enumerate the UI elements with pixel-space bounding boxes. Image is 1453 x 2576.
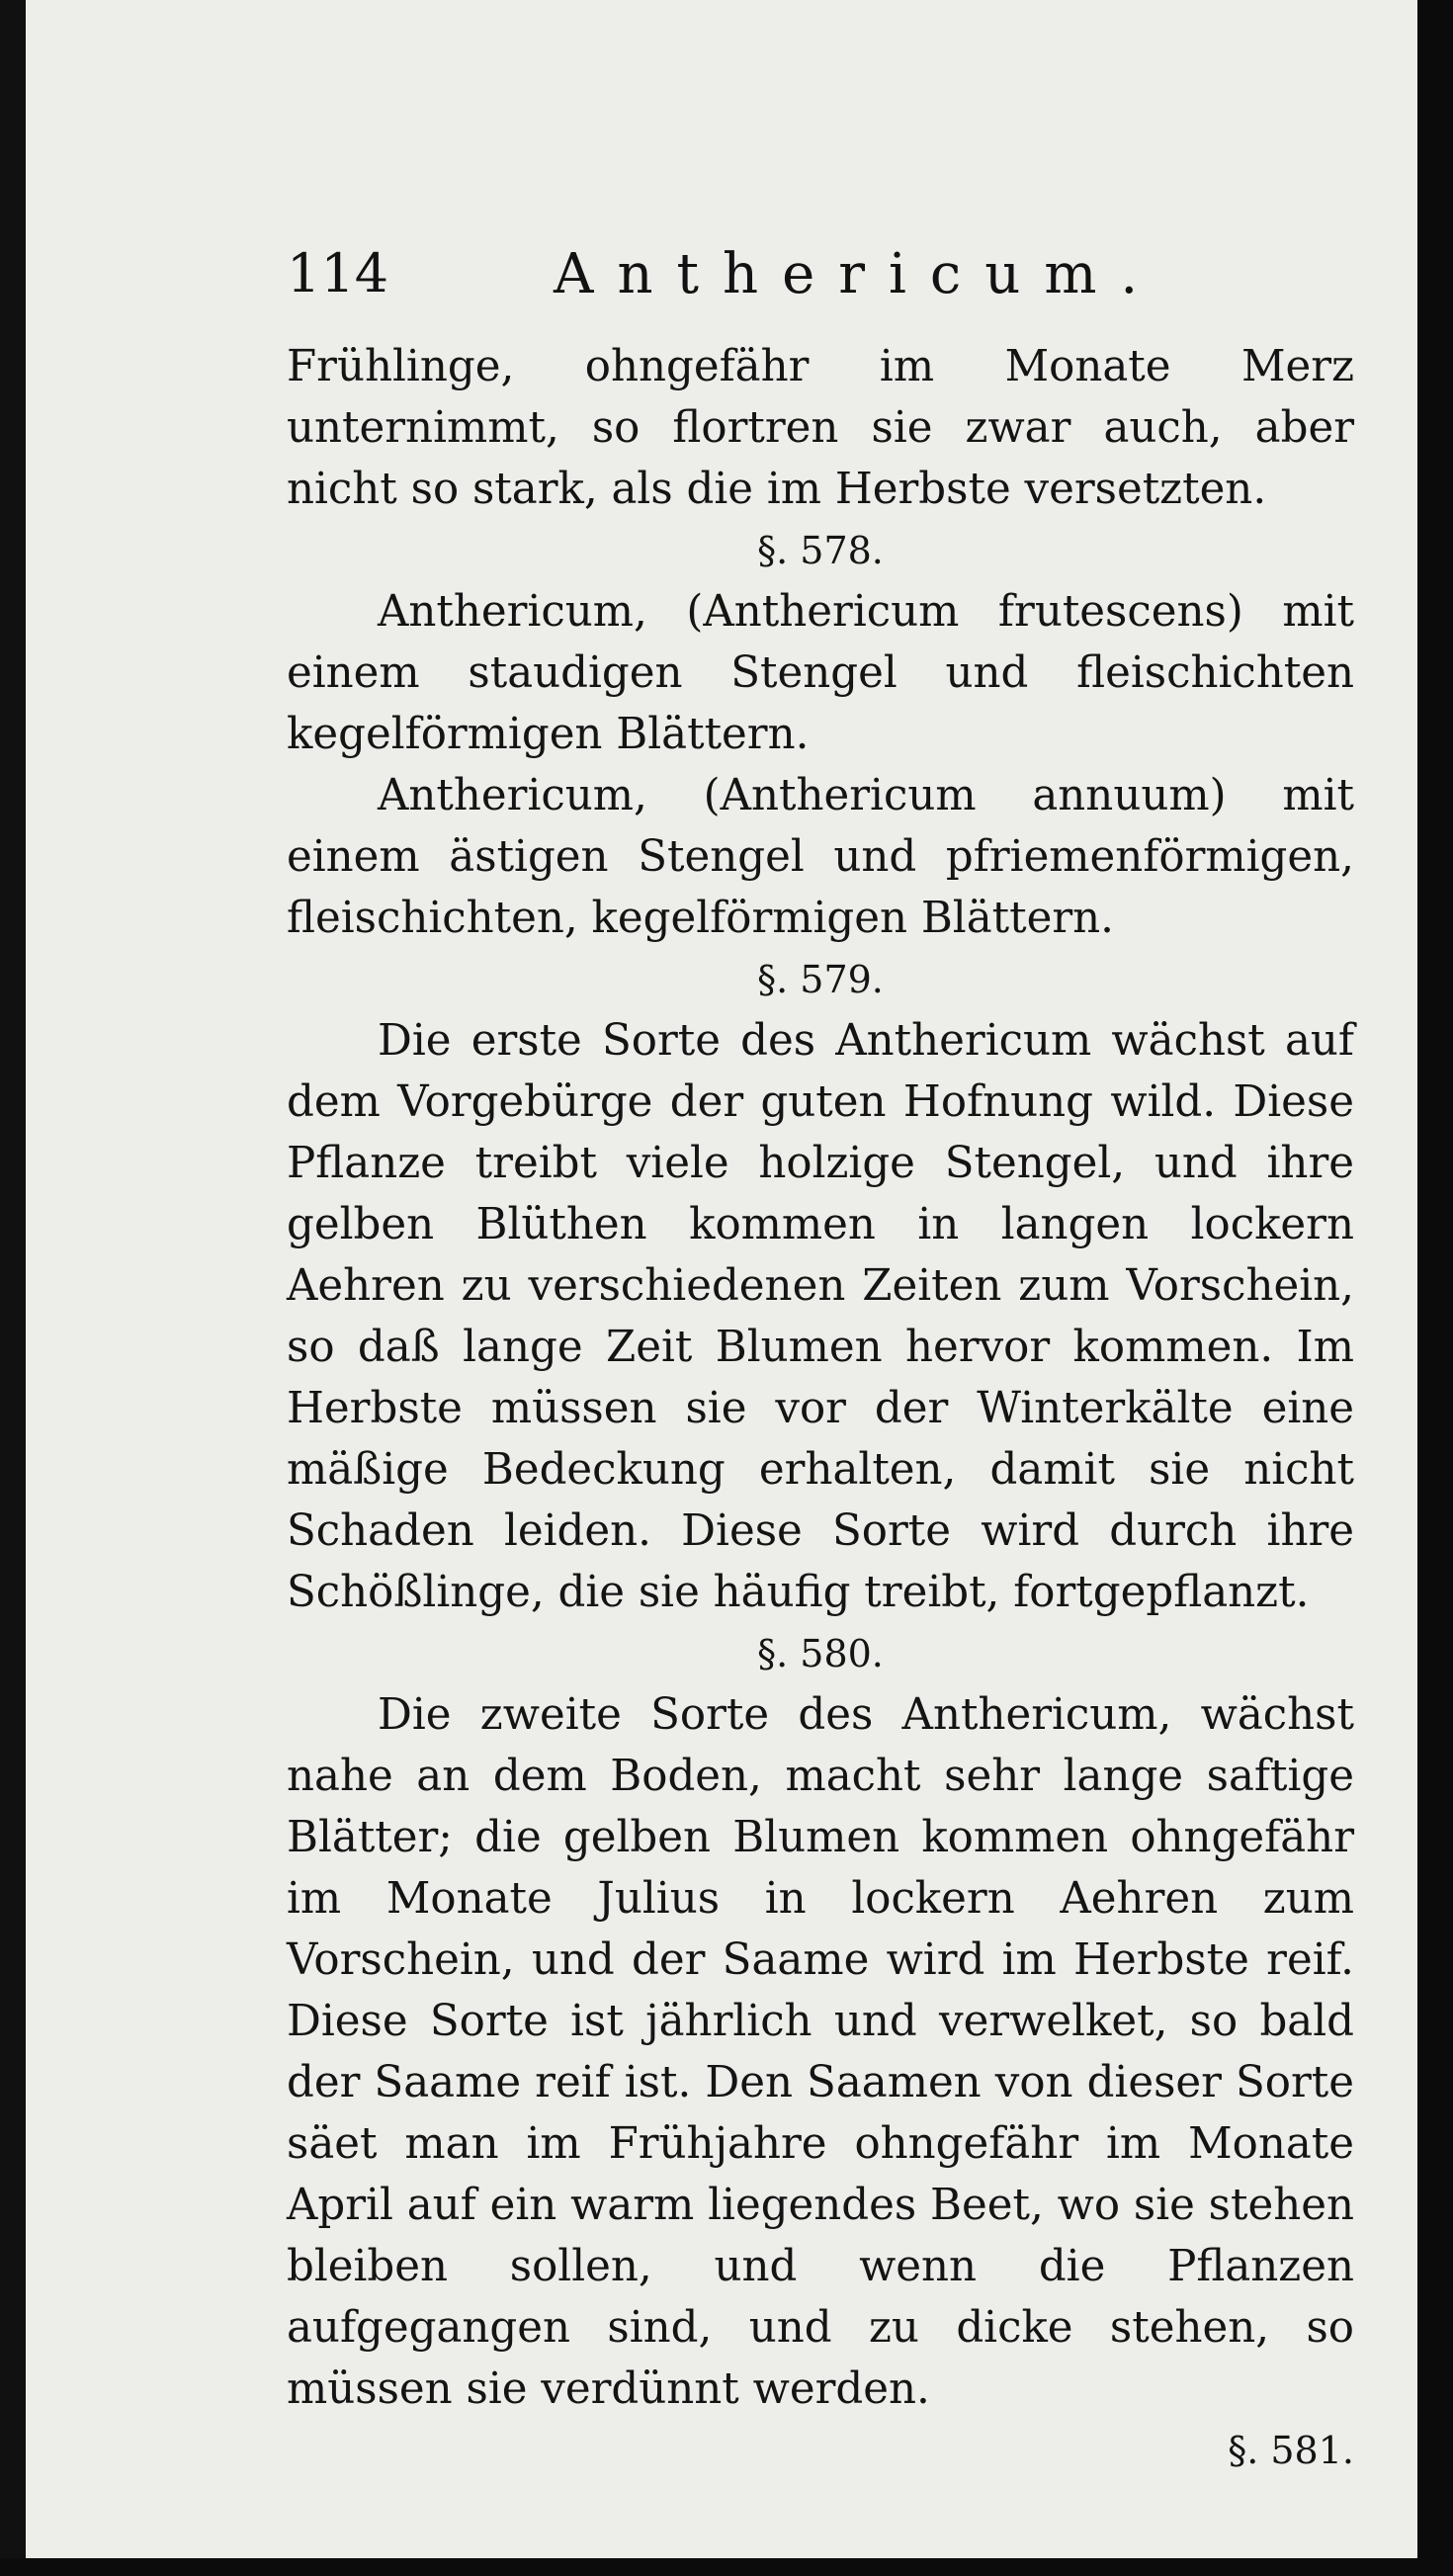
page-number: 114 <box>287 242 389 304</box>
running-title: Anthericum. <box>554 242 1162 306</box>
page-header <box>287 242 1354 321</box>
body-text <box>287 336 1354 2481</box>
paragraph: Anthericum, (Anthericum frutescens) mit einem staudigen Stengel und fleischichten kegelförmigen Blättern. <box>287 587 1354 759</box>
section-heading: §. 579. <box>757 958 884 1001</box>
section-heading: §. 580. <box>757 1632 884 1675</box>
paragraph: Anthericum, (Anthericum annuum) mit einem ästigen Stengel und pfriemenförmigen, fleischichten, kegelförmigen Blättern. <box>287 771 1354 943</box>
scan-edge-right <box>1417 0 1453 2576</box>
paragraph: Die zweite Sorte des Anthericum, wächst nahe an dem Boden, macht sehr lange saftige Blätter; die gelben Blumen kommen ohngefähr im Monate Julius in lockern Aehren zum Vorschein, und der Saame wird im Herbste reif. Diese Sorte ist jährlich und verwelket, so bald der Saame reif ist. Den Saamen von dieser Sorte säet man im Frühjahre ohngefähr im Monate April auf ein warm liegendes Beet, wo sie stehen bleiben sollen, und wenn die Pflanzen aufgegangen sind, und zu dicke stehen, so müssen sie verdünnt werden. <box>287 1690 1355 2414</box>
paragraph: Die erste Sorte des Anthericum wächst auf dem Vorgebürge der guten Hofnung wild. Diese Pflanze treibt viele holzige Stengel, und ihre gelben Blüthen kommen in langen lockern Aehren zu verschiedenen Zeiten zum Vorschein, so daß lange Zeit Blumen hervor kommen. Im Herbste müssen sie vor der Winterkälte eine mäßige Bedeckung erhalten, damit sie nicht Schaden leiden. Diese Sorte wird durch ihre Schößlinge, die sie häufig treibt, fortgepflanzt. <box>287 1016 1354 1617</box>
paragraph-continuation: Frühlinge, ohngefähr im Monate Merz unternimmt, so flortren sie zwar auch, aber nicht so stark, als die im Herbste versetzten. <box>287 342 1354 514</box>
catchword: §. 581. <box>1228 2429 1354 2472</box>
scan-edge-bottom <box>0 2558 1453 2576</box>
section-heading: §. 578. <box>757 529 884 572</box>
